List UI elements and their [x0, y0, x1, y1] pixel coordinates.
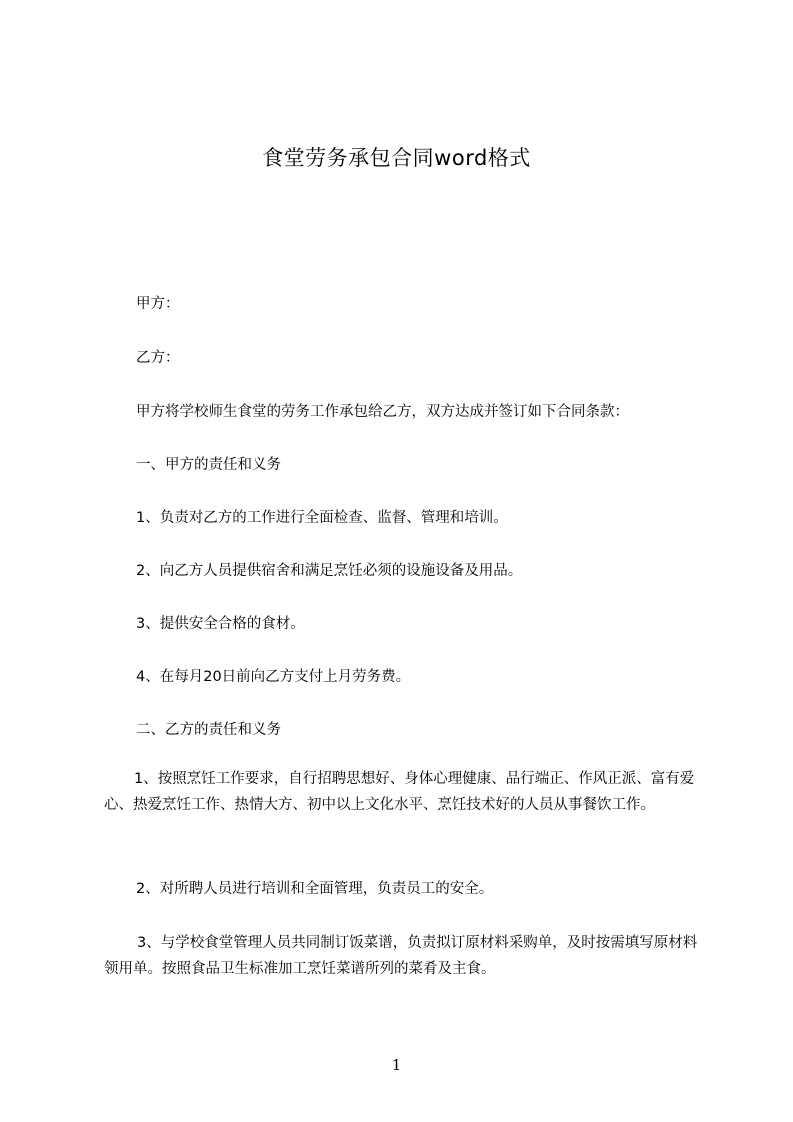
section-1-item-4: 4、在每月20日前向乙方支付上月劳务费。: [136, 669, 411, 685]
section-2-item-1: [104, 766, 704, 818]
section-1-item-1: 1、负责对乙方的工作进行全面检查、监督、管理和培训。: [136, 510, 508, 526]
section-1-heading: 一、甲方的责任和义务: [136, 457, 281, 473]
section-1-item-2: 2、向乙方人员提供宿舍和满足烹饪必须的设施设备及用品。: [136, 563, 523, 579]
section-2-item-3: [104, 930, 704, 982]
section-2-item-2: 2、对所聘人员进行培训和全面管理，负责员工的安全。: [136, 881, 494, 897]
section-2-item-1-text: 1、按照烹饪工作要求，自行招聘思想好、身体心理健康、品行端正、作风正派、富有爱心、热爱烹饪工作、热情大方、初中以上文化水平、烹饪技术好的人员从事餐饮工作。: [104, 771, 695, 813]
page-number: 1: [391, 1056, 402, 1074]
party-b-line: 乙方：: [136, 350, 180, 366]
document-title: 食堂劳务承包合同word格式: [262, 146, 531, 170]
intro-paragraph: 甲方将学校师生食堂的劳务工作承包给乙方，双方达成并签订如下合同条款：: [136, 404, 629, 420]
section-1-item-3: 3、提供安全合格的食材。: [136, 616, 305, 632]
section-2-item-3-text: 3、与学校食堂管理人员共同制订饭菜谱，负责拟订原材料采购单，及时按需填写原材料领用单。按照食品卫生标准加工烹饪菜谱所列的菜肴及主食。: [104, 935, 698, 977]
party-a-line: 甲方：: [136, 296, 180, 312]
section-2-heading: 二、乙方的责任和义务: [136, 722, 281, 738]
